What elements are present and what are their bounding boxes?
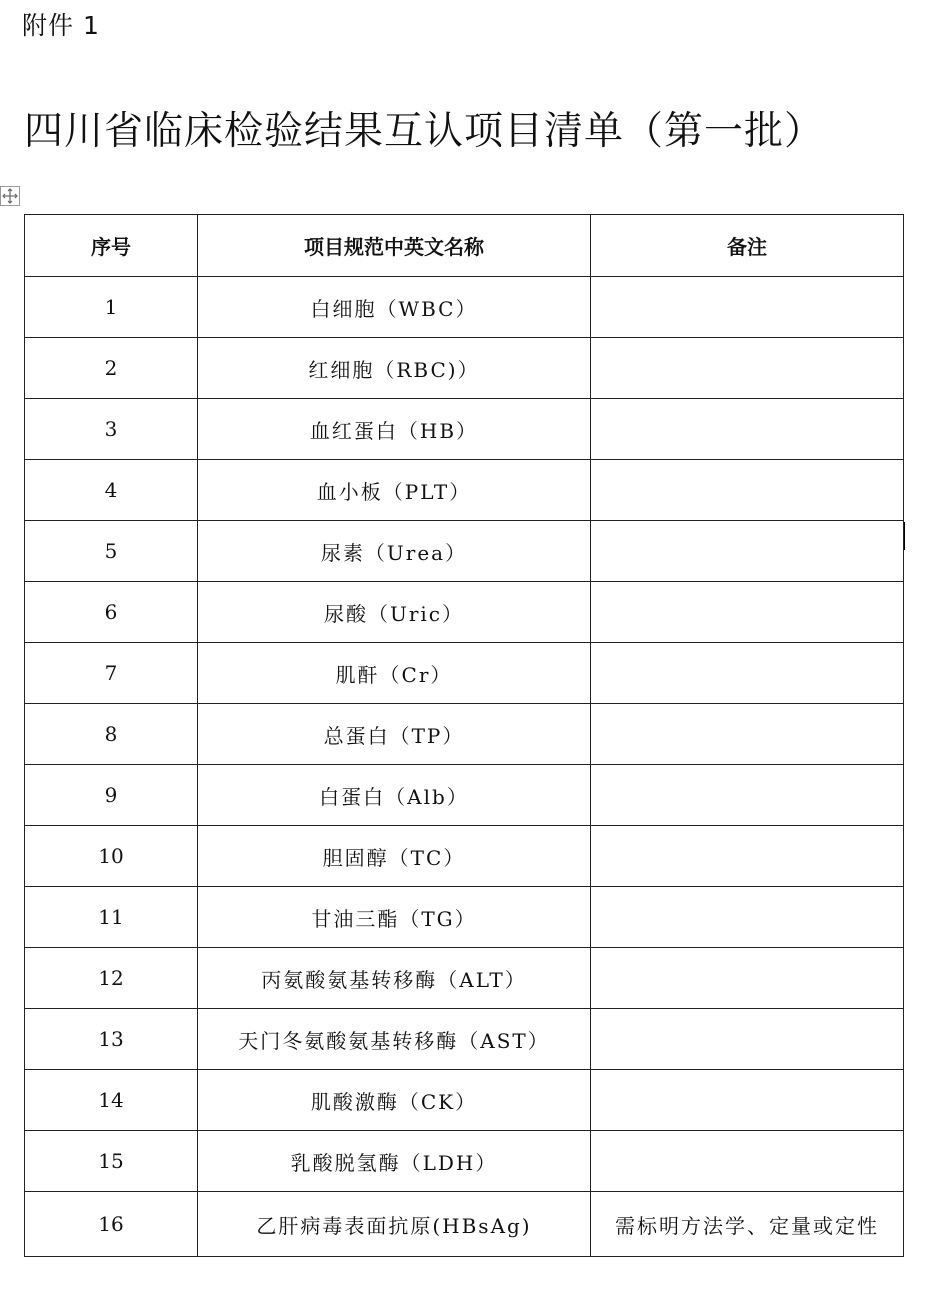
table-row — [25, 1070, 904, 1131]
cell-seq[interactable]: 4 — [25, 460, 198, 521]
cell-seq[interactable]: 6 — [25, 582, 198, 643]
table-body — [25, 277, 904, 1257]
cell-name[interactable]: 尿素（Urea） — [198, 521, 591, 582]
cell-seq[interactable]: 7 — [25, 643, 198, 704]
cell-seq[interactable]: 13 — [25, 1009, 198, 1070]
table-row — [25, 521, 904, 582]
header-seq: 序号 — [25, 215, 198, 277]
cell-name[interactable]: 白细胞（WBC） — [198, 277, 591, 338]
cell-seq[interactable]: 15 — [25, 1131, 198, 1192]
cell-name[interactable]: 丙氨酸氨基转移酶（ALT） — [198, 948, 591, 1009]
cell-note[interactable] — [591, 1131, 904, 1192]
cell-name[interactable]: 乙肝病毒表面抗原(HBsAg) — [198, 1192, 591, 1257]
cell-note[interactable] — [591, 887, 904, 948]
table-row — [25, 338, 904, 399]
cell-name[interactable]: 白蛋白（Alb） — [198, 765, 591, 826]
cell-name[interactable]: 甘油三酯（TG） — [198, 887, 591, 948]
cell-note[interactable]: 需标明方法学、定量或定性 — [591, 1192, 904, 1257]
cell-seq[interactable]: 10 — [25, 826, 198, 887]
project-list-table — [24, 214, 904, 1257]
cell-seq[interactable]: 1 — [25, 277, 198, 338]
cell-note[interactable] — [591, 826, 904, 887]
cell-seq[interactable]: 5 — [25, 521, 198, 582]
table-row — [25, 948, 904, 1009]
cell-name[interactable]: 乳酸脱氢酶（LDH） — [198, 1131, 591, 1192]
attachment-label: 附件 1 — [22, 11, 100, 40]
table-row — [25, 826, 904, 887]
cell-note[interactable] — [591, 521, 904, 582]
table-row — [25, 1131, 904, 1192]
move-arrows-icon — [2, 188, 18, 204]
cell-seq[interactable]: 8 — [25, 704, 198, 765]
table-row — [25, 643, 904, 704]
cell-name[interactable]: 红细胞（RBC)） — [198, 338, 591, 399]
cell-note[interactable] — [591, 338, 904, 399]
table-row — [25, 460, 904, 521]
table-row — [25, 1192, 904, 1257]
table-row — [25, 765, 904, 826]
cell-name[interactable]: 血红蛋白（HB） — [198, 399, 591, 460]
cell-note[interactable] — [591, 1009, 904, 1070]
cell-seq[interactable]: 11 — [25, 887, 198, 948]
table-row — [25, 1009, 904, 1070]
table-row — [25, 887, 904, 948]
cell-name[interactable]: 天门冬氨酸氨基转移酶（AST） — [198, 1009, 591, 1070]
cell-note[interactable] — [591, 460, 904, 521]
cell-seq[interactable]: 3 — [25, 399, 198, 460]
header-note: 备注 — [591, 215, 904, 277]
cell-name[interactable]: 胆固醇（TC） — [198, 826, 591, 887]
cell-note[interactable] — [591, 643, 904, 704]
cell-note[interactable] — [591, 582, 904, 643]
cell-seq[interactable]: 2 — [25, 338, 198, 399]
cell-name[interactable]: 肌酸激酶（CK） — [198, 1070, 591, 1131]
table-row — [25, 582, 904, 643]
cell-seq[interactable]: 12 — [25, 948, 198, 1009]
header-name: 项目规范中英文名称 — [198, 215, 591, 277]
table-move-handle[interactable] — [0, 186, 20, 206]
cell-name[interactable]: 肌酐（Cr） — [198, 643, 591, 704]
cell-name[interactable]: 尿酸（Uric） — [198, 582, 591, 643]
table-row — [25, 399, 904, 460]
document-title: 四川省临床检验结果互认项目清单（第一批） — [24, 109, 825, 154]
cell-note[interactable] — [591, 948, 904, 1009]
cell-seq[interactable]: 16 — [25, 1192, 198, 1257]
cell-note[interactable] — [591, 277, 904, 338]
table-header-row — [25, 215, 904, 277]
cell-note[interactable] — [591, 704, 904, 765]
cell-note[interactable] — [591, 1070, 904, 1131]
cell-name[interactable]: 总蛋白（TP） — [198, 704, 591, 765]
table-row — [25, 704, 904, 765]
cell-note[interactable] — [591, 765, 904, 826]
cell-note[interactable] — [591, 399, 904, 460]
cell-name[interactable]: 血小板（PLT） — [198, 460, 591, 521]
cell-seq[interactable]: 9 — [25, 765, 198, 826]
cell-seq[interactable]: 14 — [25, 1070, 198, 1131]
table-row — [25, 277, 904, 338]
